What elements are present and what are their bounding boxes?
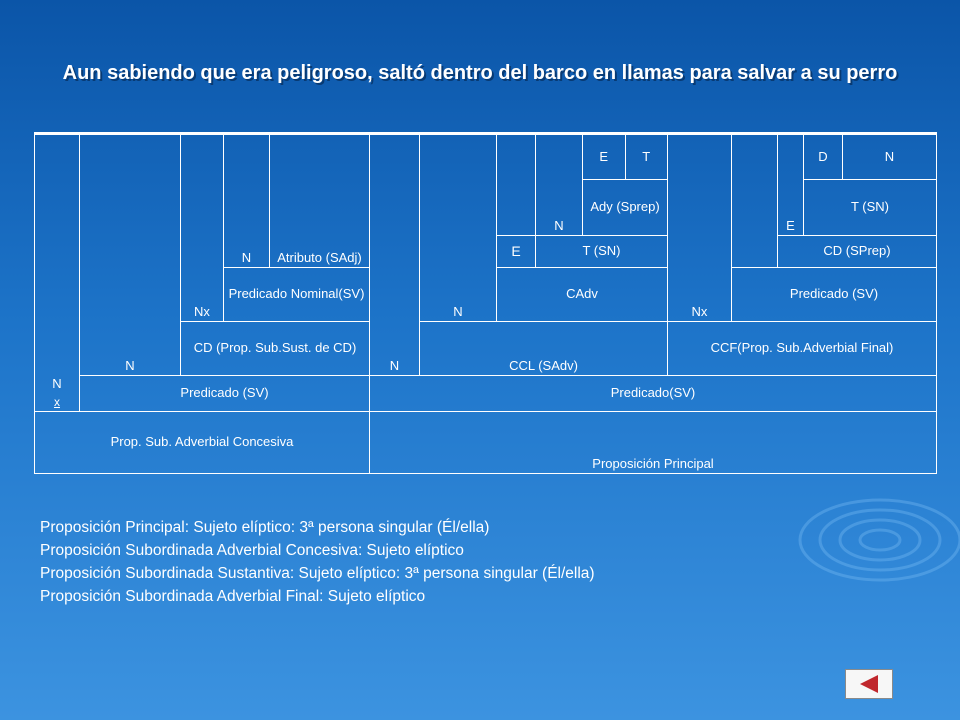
n-sabiendo-cell: N <box>80 134 181 376</box>
note-line: Proposición Principal: Sujeto elíptico: 3ª persona singular (Él/ella) <box>40 519 490 536</box>
water-ripple-decoration <box>760 460 960 660</box>
e-t-split-cell <box>583 134 668 180</box>
ady-sprep-cell: Ady (Sprep) <box>583 180 668 236</box>
n-salvar-cell <box>732 134 778 268</box>
predicado-principal-cell: Predicado(SV) <box>370 376 937 412</box>
nx-aun-cell <box>35 134 80 412</box>
prop-principal-cell: Proposición Principal <box>370 412 937 474</box>
t-sn-barco-cell: T (SN) <box>536 236 668 268</box>
ccl-sadv-cell: CCL (SAdv) <box>420 322 668 376</box>
t-llamas-cell: T <box>642 148 651 164</box>
cadv-cell: CAdv <box>497 268 668 322</box>
back-button[interactable] <box>845 669 893 699</box>
d-su-cell: D <box>804 134 843 180</box>
n-era-cell: N <box>224 134 270 268</box>
n-dentro-cell: N <box>420 134 497 322</box>
note-line: Proposición Subordinada Adverbial Final: Sujeto elíptico <box>40 588 426 605</box>
e-t-inner <box>583 135 667 179</box>
t-sn-perro-cell: T (SN) <box>804 180 937 236</box>
sentence-title: Aun sabiendo que era peligroso, saltó dentro del barco en llamas para salvar a su perro <box>62 62 898 84</box>
e-a-cell: E <box>778 134 804 236</box>
n-salto-cell: N <box>370 134 420 376</box>
nx-que-cell: Nx <box>181 134 224 322</box>
note-line: Proposición Subordinada Adverbial Concesiva: Sujeto elíptico <box>40 542 464 559</box>
left-arrow-icon <box>854 673 884 695</box>
cd-prop-sub-sust-cell: CD (Prop. Sub.Sust. de CD) <box>181 322 370 376</box>
subject-notes <box>40 516 595 608</box>
ccf-prop-sub-final-cell: CCF(Prop. Sub.Adverbial Final) <box>668 322 937 376</box>
n-barco-cell: N <box>536 134 583 236</box>
nx-x-letter: x <box>53 394 60 409</box>
nx-para-cell: Nx <box>668 134 732 322</box>
predicado-concesiva-cell: Predicado (SV) <box>80 376 370 412</box>
predicado-sv-final-cell: Predicado (SV) <box>732 268 937 322</box>
e-del-cell <box>497 134 536 236</box>
atributo-cell: Atributo (SAdj) <box>270 134 370 268</box>
cd-sprep-cell: CD (SPrep) <box>778 236 937 268</box>
note-line: Proposición Subordinada Sustantiva: Sujeto elíptico: 3ª persona singular (Él/ella) <box>40 565 595 582</box>
e-del-label-cell: E <box>497 236 536 268</box>
prop-concesiva-cell: Prop. Sub. Adverbial Concesiva <box>35 412 370 474</box>
syntax-analysis-table <box>34 132 937 474</box>
e-en-cell: E <box>583 135 625 179</box>
predicado-nominal-cell: Predicado Nominal(SV) <box>224 268 370 322</box>
n-perro-cell: N <box>843 134 937 180</box>
nx-n-letter: N <box>52 375 62 391</box>
